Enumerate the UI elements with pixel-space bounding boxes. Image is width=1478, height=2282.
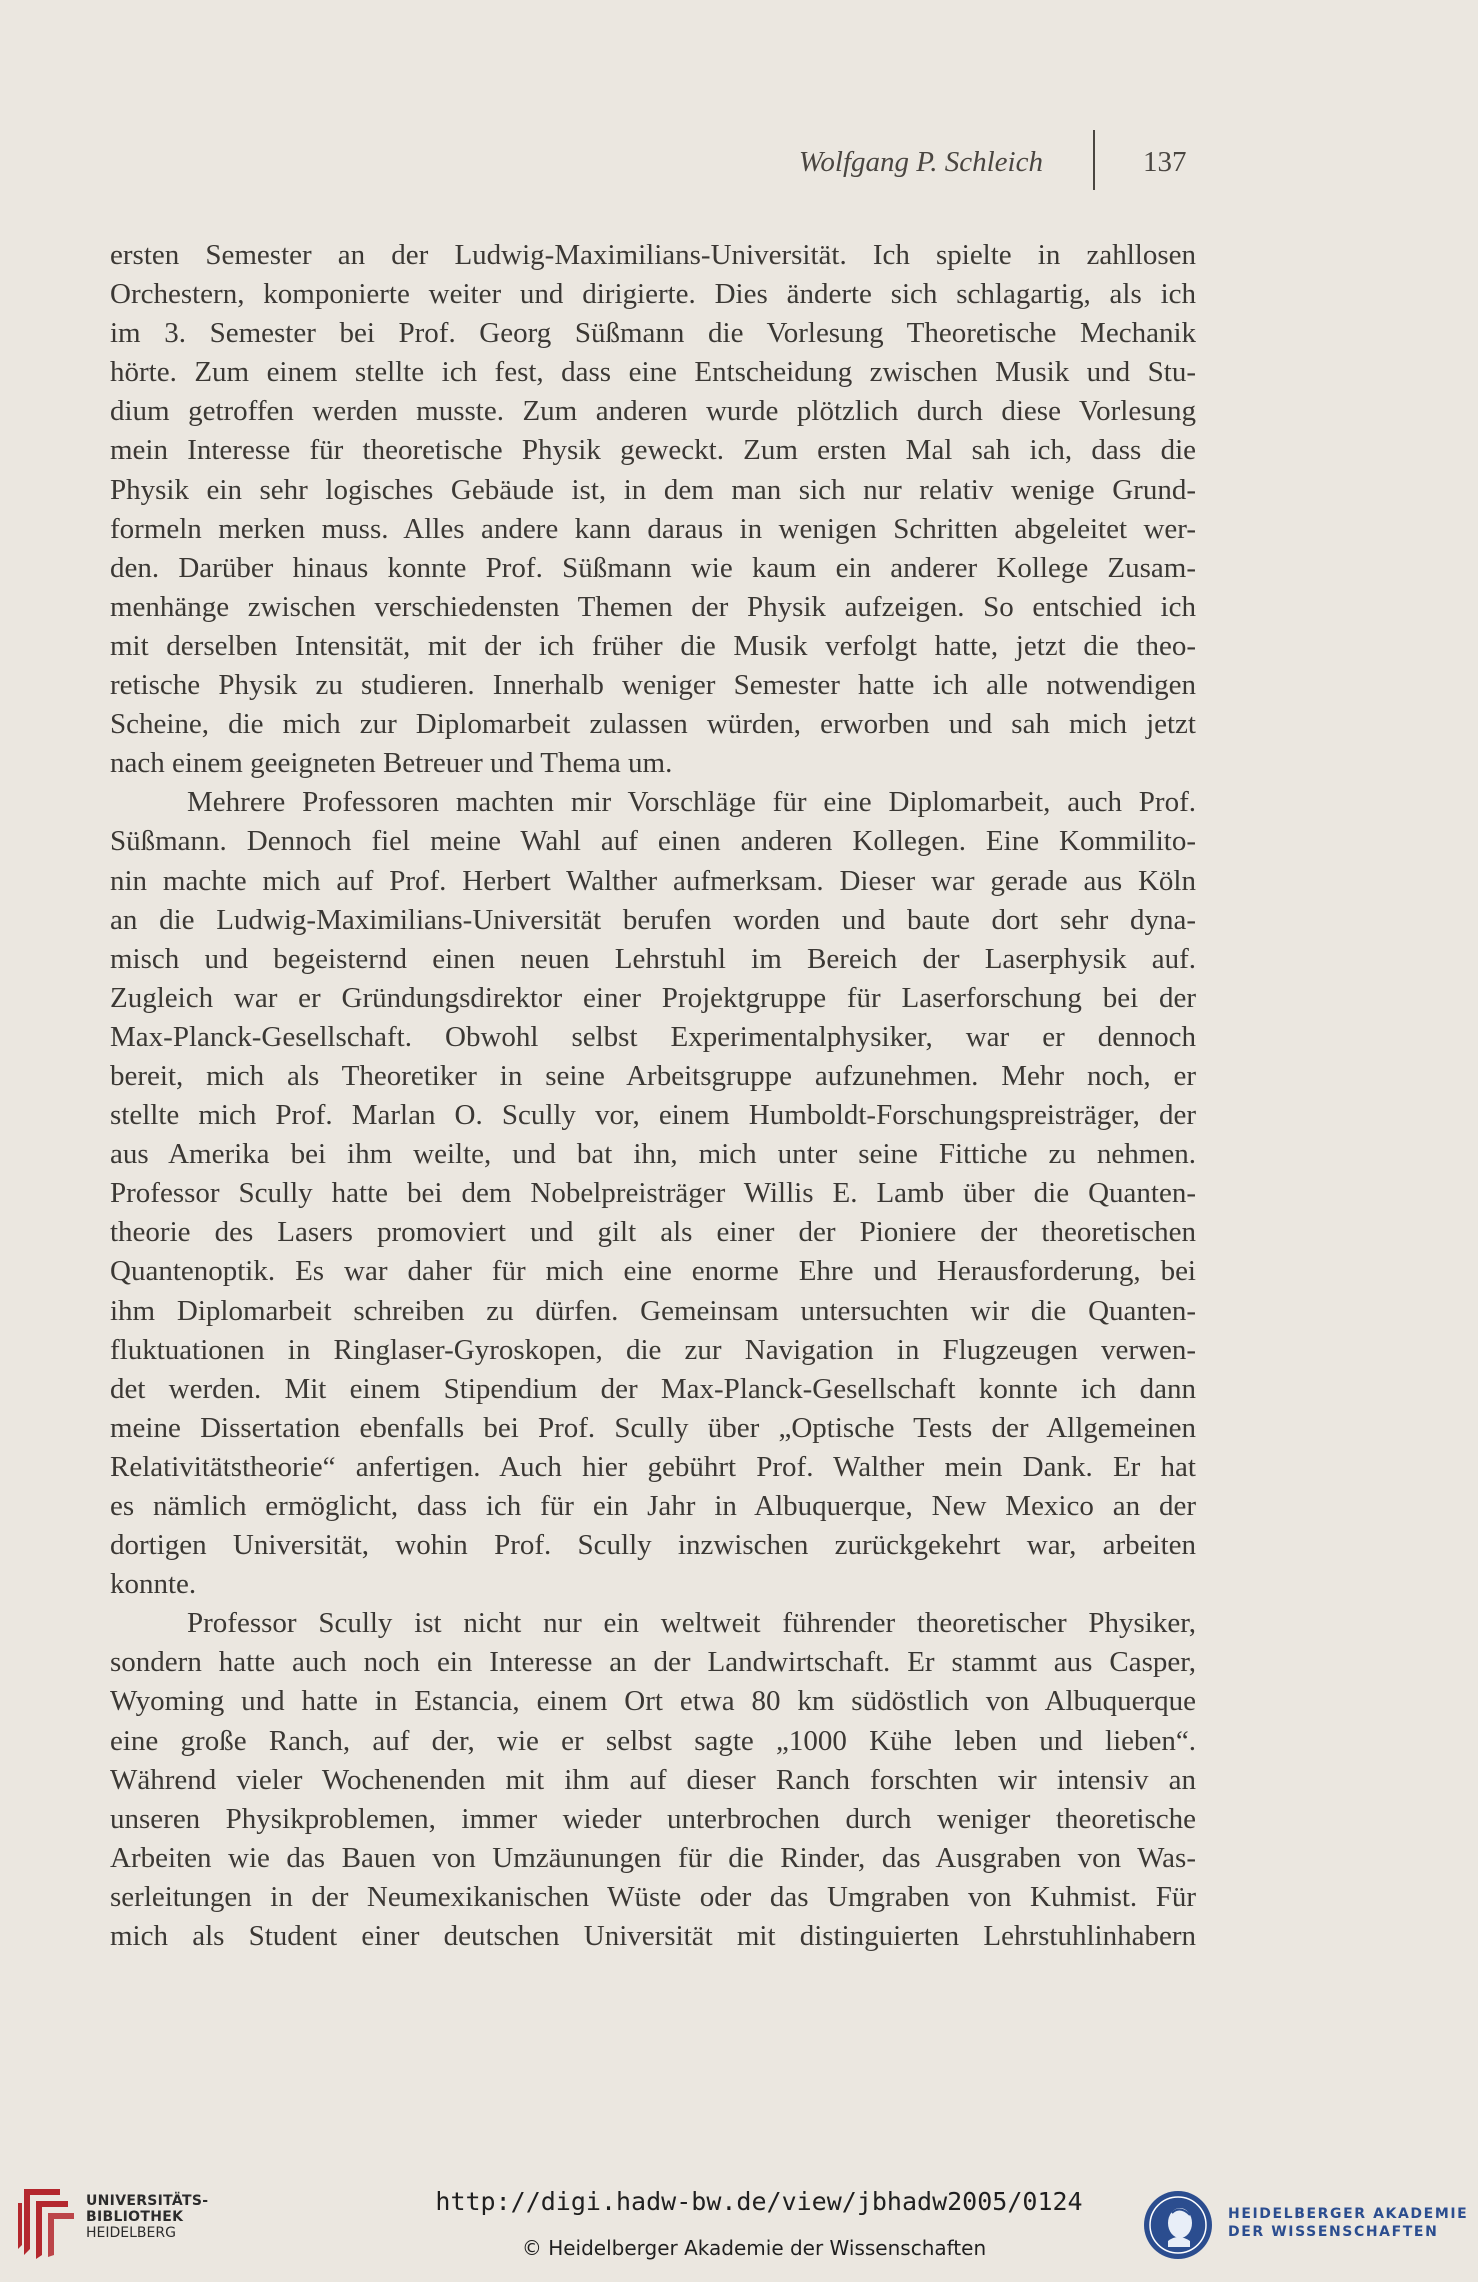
academy-seal-icon (1142, 2189, 1214, 2261)
footer-banner (0, 2175, 1478, 2282)
body-text (110, 236, 1196, 1956)
text-line: dium getroffen werden musste. Zum anderen wurde plötzlich durch diese Vorlesung (110, 395, 1196, 428)
library-name-line: UNIVERSITÄTS- (86, 2193, 209, 2209)
text-line: menhänge zwischen verschiedensten Themen der Physik aufzeigen. So entschied ich (110, 590, 1196, 623)
text-line: Quantenoptik. Es war daher für mich eine enorme Ehre und Herausforderung, bei (110, 1255, 1196, 1288)
text-line: ihm Diplomarbeit schreiben zu dürfen. Gemeinsam untersuchten wir die Quanten- (110, 1294, 1196, 1327)
text-line: retische Physik zu studieren. Innerhalb weniger Semester hatte ich alle notwendigen (110, 669, 1196, 702)
text-line: nin machte mich auf Prof. Herbert Walther aufmerksam. Dieser war gerade aus Köln (110, 864, 1196, 897)
text-line: Max-Planck-Gesellschaft. Obwohl selbst Experimentalphysiker, war er dennoch (110, 1020, 1196, 1053)
text-line: stellte mich Prof. Marlan O. Scully vor, einem Humboldt-Forschungspreisträger, der (110, 1099, 1196, 1132)
running-header-author: Wolfgang P. Schleich (798, 146, 1043, 178)
text-line: Wyoming und hatte in Estancia, einem Ort etwa 80 km südöstlich von Albuquerque (110, 1685, 1196, 1718)
text-line: dortigen Universität, wohin Prof. Scully inzwischen zurückgekehrt war, arbeiten (110, 1529, 1196, 1562)
copyright-notice: © Heidelberger Akademie der Wissenschaften (521, 2236, 987, 2260)
text-line: an die Ludwig-Maximilians-Universität berufen worden und baute dort sehr dyna- (110, 903, 1196, 936)
text-line: Zugleich war er Gründungsdirektor einer Projektgruppe für Laserforschung bei der (110, 981, 1196, 1014)
academy-name-line: HEIDELBERGER AKADEMIE (1228, 2206, 1469, 2222)
text-line: bereit, mich als Theoretiker in seine Arbeitsgruppe aufzunehmen. Mehr noch, er (110, 1059, 1196, 1092)
text-line: theorie des Lasers promoviert und gilt als einer der Pioniere der theoretischen (110, 1216, 1196, 1249)
text-line: im 3. Semester bei Prof. Georg Süßmann die Vorlesung Theoretische Mechanik (110, 317, 1196, 350)
text-line: Orchestern, komponierte weiter und dirigierte. Dies änderte sich schlagartig, als ich (110, 278, 1196, 311)
text-line: det werden. Mit einem Stipendium der Max-Planck-Gesellschaft konnte ich dann (110, 1372, 1196, 1405)
text-line: Professor Scully ist nicht nur ein weltweit führender theoretischer Physiker, (187, 1607, 1196, 1640)
text-line: Mehrere Professoren machten mir Vorschläge für eine Diplomarbeit, auch Prof. (187, 786, 1196, 819)
text-line: mich als Student einer deutschen Universität mit distinguierten Lehrstuhlinhabern (110, 1920, 1196, 1953)
text-line: Arbeiten wie das Bauen von Umzäunungen für die Rinder, das Ausgraben von Was- (110, 1841, 1196, 1874)
text-line: sondern hatte auch noch ein Interesse an der Landwirtschaft. Er stammt aus Casper, (110, 1646, 1196, 1679)
library-name-line: HEIDELBERG (86, 2225, 176, 2241)
text-line: nach einem geeigneten Betreuer und Thema um. (110, 747, 673, 780)
text-line: hörte. Zum einem stellte ich fest, dass eine Entscheidung zwischen Musik und Stu- (110, 356, 1196, 389)
text-line: Professor Scully hatte bei dem Nobelpreisträger Willis E. Lamb über die Quanten- (110, 1177, 1196, 1210)
permalink-url[interactable]: http://digi.hadw-bw.de/view/jbhadw2005/0124 (435, 2187, 1083, 2216)
text-line: Relativitätstheorie“ anfertigen. Auch hier gebührt Prof. Walther mein Dank. Er hat (110, 1450, 1196, 1483)
text-line: mein Interesse für theoretische Physik geweckt. Zum ersten Mal sah ich, dass die (110, 434, 1196, 467)
running-header (0, 140, 1478, 190)
text-line: serleitungen in der Neumexikanischen Wüste oder das Umgraben von Kuhmist. Für (110, 1880, 1196, 1913)
library-name-line: BIBLIOTHEK (86, 2209, 184, 2225)
text-line: Physik ein sehr logisches Gebäude ist, in dem man sich nur relativ wenige Grund- (110, 473, 1196, 506)
text-line: es nämlich ermöglicht, dass ich für ein Jahr in Albuquerque, New Mexico an der (110, 1490, 1196, 1522)
text-line: konnte. (110, 1568, 197, 1601)
page-number: 137 (1143, 146, 1187, 178)
text-line: den. Darüber hinaus konnte Prof. Süßmann wie kaum ein anderer Kollege Zusam- (110, 551, 1196, 584)
text-line: mit derselben Intensität, mit der ich früher die Musik verfolgt hatte, jetzt die theo- (110, 629, 1196, 662)
text-line: Während vieler Wochenenden mit ihm auf dieser Ranch forschten wir intensiv an (110, 1763, 1196, 1796)
text-line: aus Amerika bei ihm weilte, und bat ihn, mich unter seine Fittiche zu nehmen. (110, 1138, 1196, 1171)
text-line: Scheine, die mich zur Diplomarbeit zulassen würden, erworben und sah mich jetzt (110, 708, 1196, 741)
text-line: ersten Semester an der Ludwig-Maximilians-Universität. Ich spielte in zahllosen (110, 239, 1196, 271)
text-line: Süßmann. Dennoch fiel meine Wahl auf einen anderen Kollegen. Eine Kommilito- (110, 825, 1196, 858)
academy-name (1228, 2205, 1468, 2241)
text-line: eine große Ranch, auf der, wie er selbst sagte „1000 Kühe leben und lieben“. (110, 1724, 1196, 1757)
text-line: meine Dissertation ebenfalls bei Prof. Scully über „Optische Tests der Allgemeinen (110, 1411, 1196, 1444)
text-line: fluktuationen in Ringlaser-Gyroskopen, die zur Navigation in Flugzeugen verwen- (110, 1333, 1196, 1366)
text-line: unseren Physikproblemen, immer wieder unterbrochen durch weniger theoretische (110, 1802, 1196, 1835)
academy-name-line: DER WISSENSCHAFTEN (1228, 2224, 1439, 2240)
header-divider (1093, 130, 1095, 190)
text-line: misch und begeisternd einen neuen Lehrstuhl im Bereich der Laserphysik auf. (110, 942, 1196, 975)
text-line: formeln merken muss. Alles andere kann daraus in wenigen Schritten abgeleitet wer- (110, 512, 1196, 545)
